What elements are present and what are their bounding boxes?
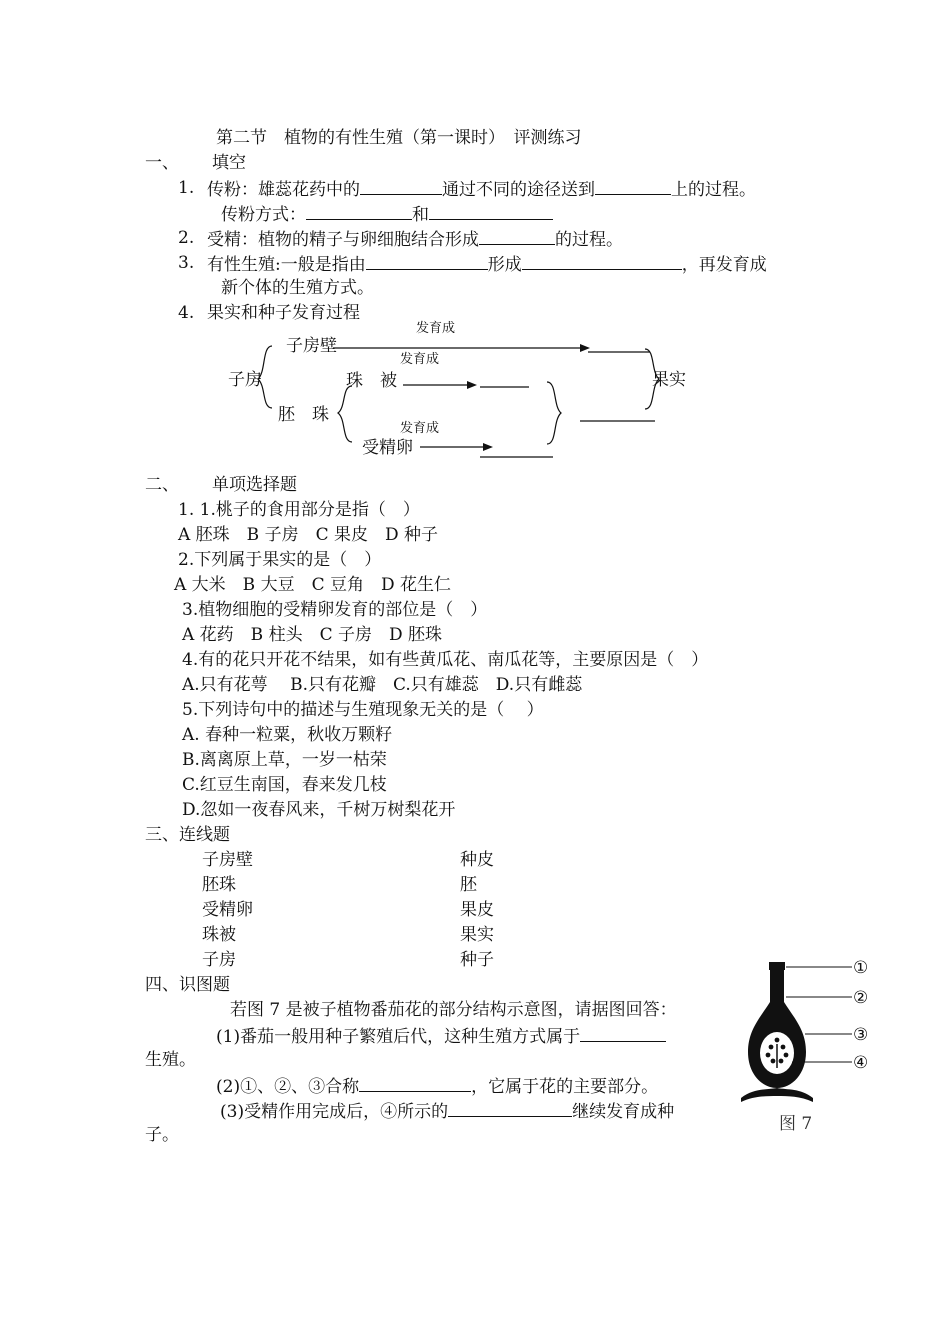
diagram-develops-into-1: 发育成 xyxy=(416,321,456,336)
diagram-ovary-wall-label: 子房壁 xyxy=(286,336,337,356)
figure-q2-text-b: ，它属于花的主要部分。 xyxy=(471,1077,659,1097)
mc-q2: 2.下列属于果实的是（ ） xyxy=(178,550,382,570)
q3-text-a: 有性生殖:一般是指由 xyxy=(207,255,366,275)
mc-q5-option-d: D.忽如一夜春风来，千树万树梨花开 xyxy=(182,800,456,820)
mc-q5-option-b: B.离离原上草，一岁一枯荣 xyxy=(182,750,387,770)
section-1-number: 一、 xyxy=(145,153,179,173)
q1-text-a: 传粉：雄蕊花药中的 xyxy=(207,180,360,200)
q1-line2-text-b: 和 xyxy=(412,205,429,225)
q3-text-c: ，再发育成 xyxy=(681,255,767,275)
figure-q3-text-a: (3)受精作用完成后，④所示的 xyxy=(220,1102,449,1122)
q4-text: 果实和种子发育过程 xyxy=(207,303,360,323)
receptacle-shape xyxy=(741,1088,813,1102)
mc-q4-options: A.只有花萼 B.只有花瓣 C.只有雄蕊 D.只有雌蕊 xyxy=(182,675,583,695)
section-3-heading: 三、连线题 xyxy=(145,825,230,845)
section-2-number: 二、 xyxy=(145,475,179,495)
figure-caption: 图 7 xyxy=(779,1114,813,1134)
section-4-heading: 四、识图题 xyxy=(145,975,230,995)
q1-text-b: 通过不同的途径送到 xyxy=(442,180,595,200)
figure-q1-continued: 生殖。 xyxy=(145,1050,196,1070)
mc-q5: 5.下列诗句中的描述与生殖现象无关的是（ ） xyxy=(182,700,544,720)
mc-q4: 4.有的花只开花不结果，如有些黄瓜花、南瓜花等，主要原因是（ ） xyxy=(182,650,709,670)
q2-number: 2. xyxy=(178,228,195,248)
figure-label-2: ② xyxy=(853,988,869,1008)
figure-question-intro: 若图 7 是被子植物番茄花的部分结构示意图，请据图回答： xyxy=(230,1000,677,1020)
match-right-item[interactable]: 胚 xyxy=(460,875,477,895)
diagram-ovule-label: 胚 珠 xyxy=(278,405,329,425)
match-left-item[interactable]: 子房 xyxy=(202,950,236,970)
style-shape xyxy=(770,970,784,1004)
q4-number: 4. xyxy=(178,303,195,323)
section-1-heading: 填空 xyxy=(212,153,246,173)
mc-q1: 1. 1.桃子的食用部分是指（ ） xyxy=(178,500,420,520)
q1-text-c: 上的过程。 xyxy=(671,180,756,200)
q3-text-b: 形成 xyxy=(487,255,522,275)
figure-q1-text: (1)番茄一般用种子繁殖后代，这种生殖方式属于 xyxy=(216,1027,581,1047)
match-right-item[interactable]: 果实 xyxy=(460,925,494,945)
diagram-fruit-label: 果实 xyxy=(652,370,686,390)
diagram-integument-label: 珠 被 xyxy=(346,371,397,391)
section-2-heading: 单项选择题 xyxy=(212,475,297,495)
q2-text-a: 受精：植物的精子与卵细胞结合形成 xyxy=(207,230,479,250)
q1-line2-text-a: 传粉方式： xyxy=(221,205,306,225)
q2-text-b: 的过程。 xyxy=(555,230,623,250)
mc-q3-options: A 花药 B 柱头 C 子房 D 胚珠 xyxy=(182,625,443,645)
diagram-fertilized-egg-label: 受精卵 xyxy=(362,438,413,458)
stigma-shape xyxy=(769,962,785,970)
mc-q5-option-a: A. 春种一粒粟，秋收万颗籽 xyxy=(182,725,393,745)
match-left-item[interactable]: 珠被 xyxy=(202,925,236,945)
mc-q5-option-c: C.红豆生南国，春来发几枝 xyxy=(182,775,387,795)
diagram-develops-into-3: 发育成 xyxy=(400,421,440,436)
match-left-item[interactable]: 受精卵 xyxy=(202,900,253,920)
figure-q3-text-b: 继续发育成种 xyxy=(572,1102,675,1122)
match-left-item[interactable]: 子房壁 xyxy=(202,850,253,870)
figure-label-3: ③ xyxy=(853,1025,869,1045)
q1-number: 1. xyxy=(178,178,195,198)
mc-q2-options: A 大米 B 大豆 C 豆角 D 花生仁 xyxy=(174,575,452,595)
diagram-ovary-label: 子房 xyxy=(228,370,262,390)
page-title: 第二节 植物的有性生殖（第一课时） 评测练习 xyxy=(216,128,582,148)
mc-q3: 3.植物细胞的受精卵发育的部位是（ ） xyxy=(182,600,488,620)
mc-q1-options: A 胚珠 B 子房 C 果皮 D 种子 xyxy=(178,525,439,545)
match-right-item[interactable]: 种子 xyxy=(460,950,494,970)
diagram-develops-into-2: 发育成 xyxy=(400,352,440,367)
match-right-item[interactable]: 种皮 xyxy=(460,850,494,870)
figure-label-4: ④ xyxy=(853,1053,869,1073)
figure-q2-text-a: (2)①、②、③合称 xyxy=(216,1077,360,1097)
figure-q3-continued: 子。 xyxy=(145,1125,179,1145)
figure-label-1: ① xyxy=(853,958,869,978)
match-right-item[interactable]: 果皮 xyxy=(460,900,494,920)
q3-number: 3. xyxy=(178,253,195,273)
match-left-item[interactable]: 胚珠 xyxy=(202,875,236,895)
q3-line-2: 新个体的生殖方式。 xyxy=(221,278,374,298)
